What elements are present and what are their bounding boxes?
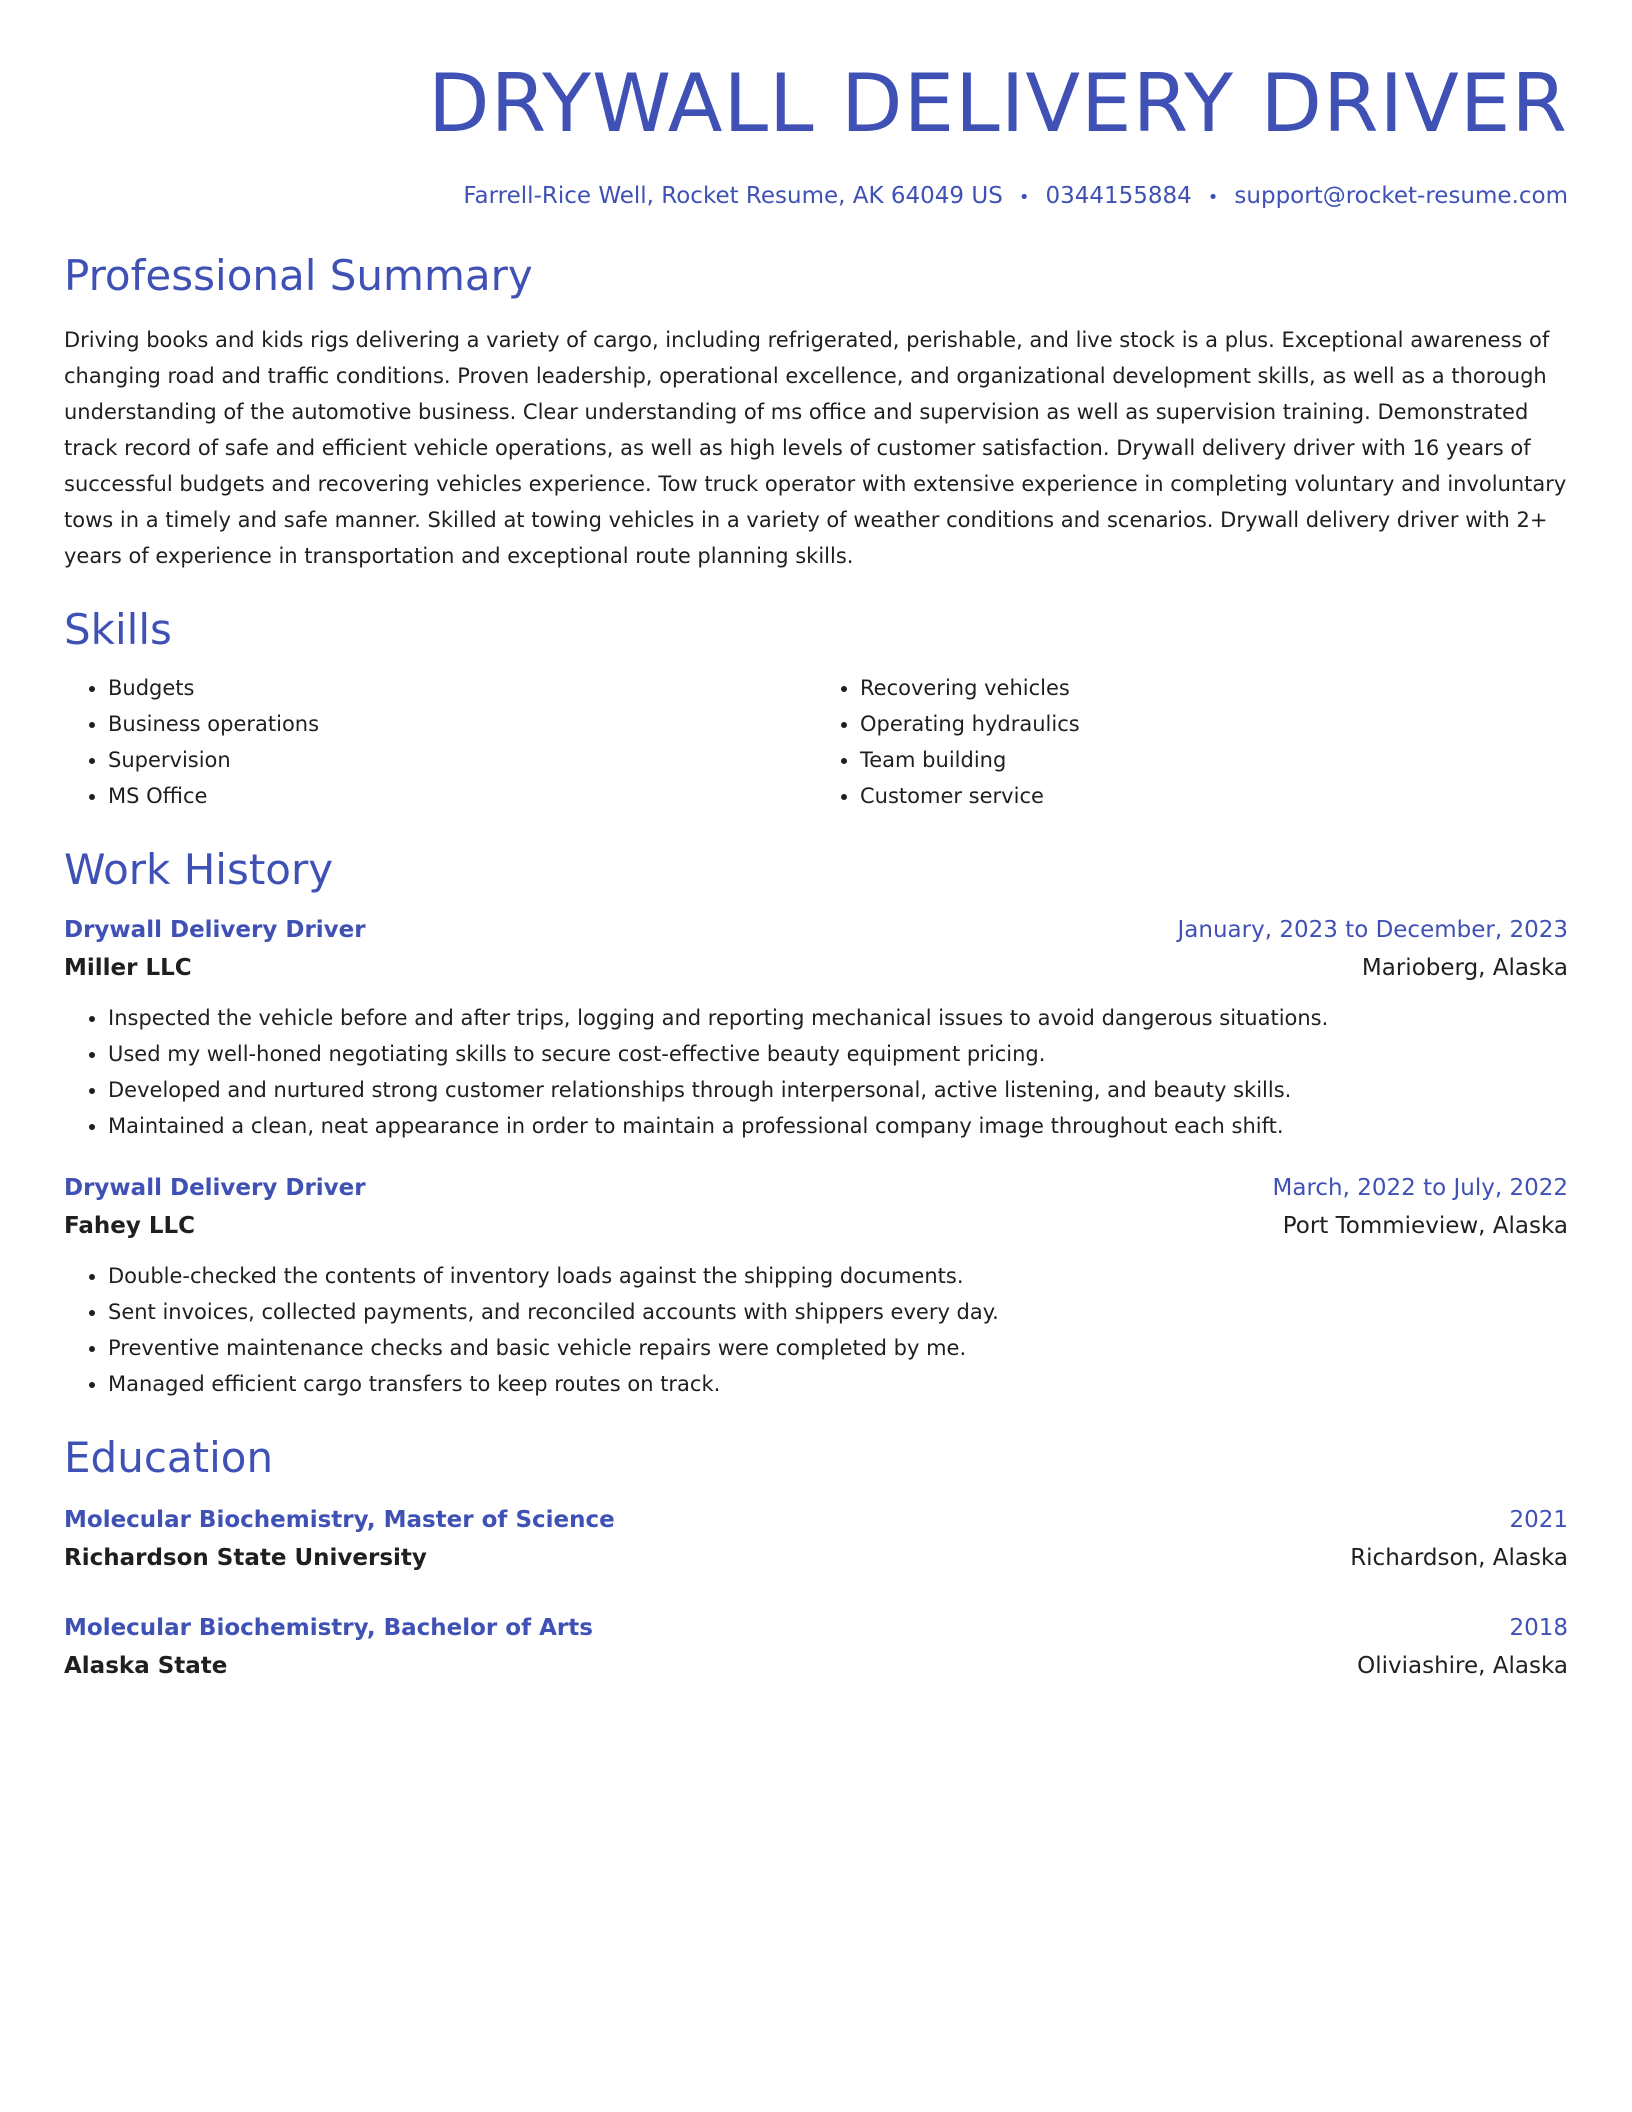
skill-item: • Team building <box>860 742 1568 778</box>
skills-heading: Skills <box>64 605 172 654</box>
job-location: Marioberg, Alaska <box>1361 955 1568 981</box>
education-location: Oliviashire, Alaska <box>1357 1653 1568 1679</box>
education-school-row <box>64 1646 1568 1686</box>
job-dates: January, 2023 to December, 2023 <box>1177 917 1568 943</box>
job-entry <box>64 1170 1568 1402</box>
job-bullets <box>64 1000 1568 1144</box>
education-entry <box>64 1502 1568 1578</box>
skill-item: • Business operations <box>108 706 816 742</box>
job-title: Drywall Delivery Driver <box>64 917 366 943</box>
job-header-row <box>64 912 1568 948</box>
job-title: Drywall Delivery Driver <box>64 1175 366 1201</box>
job-bullet: • Sent invoices, collected payments, and reconciled accounts with shippers every day. <box>108 1294 1568 1330</box>
education-header-row <box>64 1610 1568 1646</box>
job-bullet: • Inspected the vehicle before and after trips, logging and reporting mechanical issues to avoid dangerous situations. <box>108 1000 1568 1036</box>
education-school-row <box>64 1538 1568 1578</box>
candidate-name: DRYWALL DELIVERY DRIVER <box>428 57 1568 150</box>
education-degree: Molecular Biochemistry, Bachelor of Arts <box>64 1615 593 1641</box>
job-dates: March, 2022 to July, 2022 <box>1272 1175 1568 1201</box>
skill-item: • MS Office <box>108 778 816 814</box>
job-bullet: • Double-checked the contents of inventory loads against the shipping documents. <box>108 1258 1568 1294</box>
education-entry <box>64 1610 1568 1686</box>
job-company: Fahey LLC <box>64 1213 196 1239</box>
skill-item: • Operating hydraulics <box>860 706 1568 742</box>
job-bullet: • Used my well-honed negotiating skills to secure cost-effective beauty equipment pricing. <box>108 1036 1568 1072</box>
education-degree: Molecular Biochemistry, Master of Science <box>64 1507 615 1533</box>
contact-email[interactable]: support@rocket-resume.com <box>1234 183 1568 209</box>
contact-separator: • <box>1018 187 1030 208</box>
education-school: Alaska State <box>64 1653 228 1679</box>
education-school: Richardson State University <box>64 1545 427 1571</box>
contact-address: Farrell-Rice Well, Rocket Resume, AK 64049 US <box>463 183 1003 209</box>
skill-item: • Supervision <box>108 742 816 778</box>
education-header-row <box>64 1502 1568 1538</box>
skills-column-right <box>816 670 1568 814</box>
job-company-row <box>64 948 1568 988</box>
job-entry <box>64 912 1568 1144</box>
contact-line <box>64 180 1568 214</box>
skills-column-left <box>64 670 816 814</box>
job-bullets <box>64 1258 1568 1402</box>
summary-heading: Professional Summary <box>64 251 533 300</box>
education-location: Richardson, Alaska <box>1350 1545 1568 1571</box>
education-heading: Education <box>64 1433 274 1482</box>
skill-item: • Budgets <box>108 670 816 706</box>
job-bullet: • Developed and nurtured strong customer relationships through interpersonal, active listening, and beauty skills. <box>108 1072 1568 1108</box>
work-history-heading: Work History <box>64 845 334 894</box>
job-company: Miller LLC <box>64 955 192 981</box>
job-company-row <box>64 1206 1568 1246</box>
education-year: 2021 <box>1509 1507 1568 1533</box>
summary-text: Driving books and kids rigs delivering a variety of cargo, including refrigerated, perishable, and live stock is a plus. Exceptional awareness of changing road and traffic conditions. Proven leadership, operational excellence, and organizational development skills, as well as a thorough understanding of the automotive business. Clear understanding of ms office and supervision as well as supervision training. Demonstrated track record of safe and efficient vehicle operations, as well as high levels of customer satisfaction. Drywall delivery driver with 16 years of successful budgets and recovering vehicles experience. Tow truck operator with extensive experience in completing voluntary and involuntary tows in a timely and safe manner. Skilled at towing vehicles in a variety of weather conditions and scenarios. Drywall delivery driver with 2+ years of experience in transportation and exceptional route planning skills. <box>64 328 1567 568</box>
contact-phone[interactable]: 0344155884 <box>1045 183 1192 209</box>
job-bullet: • Maintained a clean, neat appearance in order to maintain a professional company image throughout each shift. <box>108 1108 1568 1144</box>
contact-separator: • <box>1207 187 1219 208</box>
education-year: 2018 <box>1509 1615 1568 1641</box>
job-location: Port Tommieview, Alaska <box>1282 1213 1568 1239</box>
job-bullet: • Preventive maintenance checks and basic vehicle repairs were completed by me. <box>108 1330 1568 1366</box>
skill-item: • Customer service <box>860 778 1568 814</box>
skill-item: • Recovering vehicles <box>860 670 1568 706</box>
skills-list <box>64 670 1568 814</box>
job-bullet: • Managed efficient cargo transfers to keep routes on track. <box>108 1366 1568 1402</box>
job-header-row <box>64 1170 1568 1206</box>
